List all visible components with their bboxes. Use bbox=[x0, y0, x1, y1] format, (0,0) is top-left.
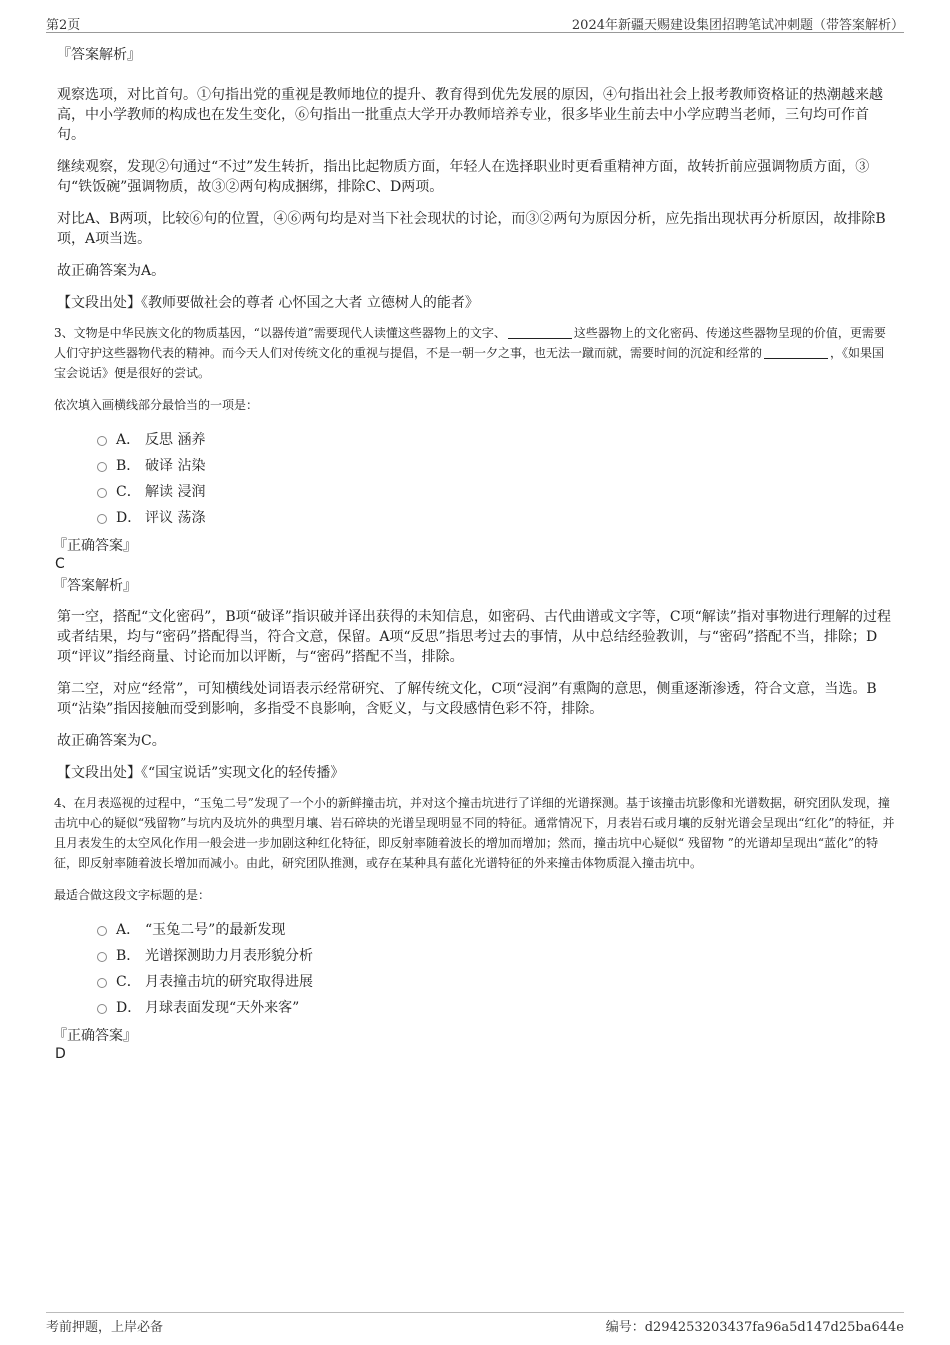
radio-icon[interactable] bbox=[97, 514, 107, 524]
q4-answer-label: 『正确答案』 bbox=[53, 1028, 137, 1044]
document-title: 2024年新疆天赐建设集团招聘笔试冲刺题（带答案解析） bbox=[571, 18, 904, 33]
option-text: 解读 浸润 bbox=[145, 484, 206, 500]
q2-analysis-paragraph: 对比A、B两项，比较⑥句的位置，④⑥两句均是对当下社会现状的讨论，而③②两句为原因分析，应先指出现状再分析原因，故排除B项，A项当选。 bbox=[57, 211, 886, 247]
q4-prompt: 最适合做这段文字标题的是： bbox=[54, 888, 211, 902]
q3-stem bbox=[54, 323, 895, 383]
q4-options bbox=[97, 917, 895, 1021]
option-text: “玉兔二号”的最新发现 bbox=[145, 922, 286, 938]
q3-stem-part3: ，《如果国宝会说话》便是很好的尝试。 bbox=[54, 346, 885, 380]
q3-answer-label: 『正确答案』 bbox=[53, 538, 137, 554]
page-header bbox=[46, 14, 904, 33]
radio-icon[interactable] bbox=[97, 436, 107, 446]
radio-icon[interactable] bbox=[97, 926, 107, 936]
footer-slogan: 考前押题，上岸必备 bbox=[46, 1320, 164, 1335]
q3-answer: C bbox=[55, 556, 65, 572]
option-letter: D． bbox=[116, 510, 142, 526]
q3-stem-part2: 这些器物上的文化密码、传递这些器物呈现的价值，更需要人们守护这些器物代表的精神。而今天人们对传统文化的重视与提倡，不是一朝一夕之事，也无法一蹴而就，需要时间的沉淀和经常的 bbox=[54, 326, 886, 360]
q4-option-a[interactable] bbox=[97, 917, 895, 943]
q2-analysis-label: 『答案解析』 bbox=[57, 47, 141, 63]
option-letter: B． bbox=[116, 948, 141, 964]
q3-analysis-paragraph: 第一空，搭配“文化密码”，B项“破译”指识破并译出获得的未知信息，如密码、古代曲谱或文字等，C项“解读”指对事物进行理解的过程或者结果，均与“密码”搭配得当，符合文意，保留。A项“反思”指思考过去的事情，从中总结经验教训，与“密码”搭配不当，排除；D项“评议”指经商量、讨论而加以评断，与“密码”搭配不当，排除。 bbox=[57, 609, 891, 665]
option-text: 评议 荡涤 bbox=[145, 510, 206, 526]
option-text: 月球表面发现“天外来客” bbox=[145, 1000, 300, 1016]
option-letter: C． bbox=[116, 484, 141, 500]
radio-icon[interactable] bbox=[97, 978, 107, 988]
q3-option-d[interactable] bbox=[97, 505, 895, 531]
q2-conclusion: 故正确答案为A。 bbox=[57, 263, 166, 279]
q3-analysis-label: 『答案解析』 bbox=[53, 578, 137, 594]
q2-analysis-paragraph: 继续观察，发现②句通过“不过”发生转折，指出比起物质方面，年轻人在选择职业时更看重精神方面，故转折前应强调物质方面，③句“铁饭碗”强调物质，故③②两句构成捆绑，排除C、D两项。 bbox=[57, 159, 870, 195]
q3-conclusion: 故正确答案为C。 bbox=[57, 733, 166, 749]
option-letter: B． bbox=[116, 458, 141, 474]
q4-option-b[interactable] bbox=[97, 943, 895, 969]
option-letter: D． bbox=[116, 1000, 142, 1016]
q3-prompt: 依次填入画横线部分最恰当的一项是： bbox=[54, 398, 259, 412]
option-text: 月表撞击坑的研究取得进展 bbox=[145, 974, 313, 990]
q2-source: 【文段出处】《教师要做社会的尊者 心怀国之大者 立德树人的能者》 bbox=[57, 295, 479, 311]
q3-option-c[interactable] bbox=[97, 479, 895, 505]
q2-analysis-paragraph: 观察选项，对比首句。①句指出党的重视是教师地位的提升、教育得到优先发展的原因，④句指出社会上报考教师资格证的热潮越来越高，中小学教师的构成也在发生变化，⑥句指出一批重点大学开办教师培养专业，很多毕业生前去中小学应聘当老师，三句均可作首句。 bbox=[57, 87, 883, 143]
q3-stem-part1: 3、文物是中华民族文化的物质基因，“以器传道”需要现代人读懂这些器物上的文字、 bbox=[54, 326, 506, 340]
q4-stem: 4、在月表巡视的过程中，“玉兔二号”发现了一个小的新鲜撞击坑，并对这个撞击坑进行了详细的光谱探测。基于该撞击坑影像和光谱数据，研究团队发现，撞击坑中心的疑似“残留物”与坑内及坑外的典型月壤、岩石碎块的光谱呈现明显不同的特征。通常情况下，月表岩石或月壤的反射光谱会呈现出“红化”的特征，并且月表发生的太空风化作用一般会进一步加剧这种红化特征，即反射率随着波长的增加而增加；然而，撞击坑中心疑似“ 残留物 ”的光谱却呈现出“蓝化”的特征，即反射率随着波长增加而减小。由此，研究团队推测，或存在某种具有蓝化光谱特征的外来撞击体物质混入撞击坑中。 bbox=[54, 796, 895, 870]
q3-option-a[interactable] bbox=[97, 427, 895, 453]
q4-option-c[interactable] bbox=[97, 969, 895, 995]
radio-icon[interactable] bbox=[97, 488, 107, 498]
document-serial: 编号：d294253203437fa96a5d147d25ba644e bbox=[605, 1320, 904, 1335]
q3-blank-2 bbox=[764, 344, 828, 359]
page-number: 第2页 bbox=[46, 18, 81, 33]
radio-icon[interactable] bbox=[97, 462, 107, 472]
q3-options bbox=[97, 427, 895, 531]
q3-analysis-paragraph: 第二空，对应“经常”，可知横线处词语表示经常研究、了解传统文化，C项“浸润”有熏陶的意思，侧重逐渐渗透，符合文意，当选。B项“沾染”指因接触而受到影响，多指受不良影响，含贬义，与文段感情色彩不符，排除。 bbox=[57, 681, 877, 717]
page-footer bbox=[46, 1312, 904, 1333]
option-letter: A． bbox=[116, 922, 141, 938]
q3-blank-1 bbox=[508, 324, 572, 339]
option-text: 反思 涵养 bbox=[145, 432, 206, 448]
option-letter: A． bbox=[116, 432, 141, 448]
radio-icon[interactable] bbox=[97, 952, 107, 962]
q3-option-b[interactable] bbox=[97, 453, 895, 479]
option-letter: C． bbox=[116, 974, 141, 990]
page-content bbox=[53, 45, 895, 1067]
radio-icon[interactable] bbox=[97, 1004, 107, 1014]
option-text: 破译 沾染 bbox=[145, 458, 206, 474]
option-text: 光谱探测助力月表形貌分析 bbox=[145, 948, 313, 964]
q3-source: 【文段出处】《“国宝说话”实现文化的轻传播》 bbox=[57, 765, 345, 781]
q4-answer: D bbox=[55, 1046, 66, 1062]
q4-option-d[interactable] bbox=[97, 995, 895, 1021]
